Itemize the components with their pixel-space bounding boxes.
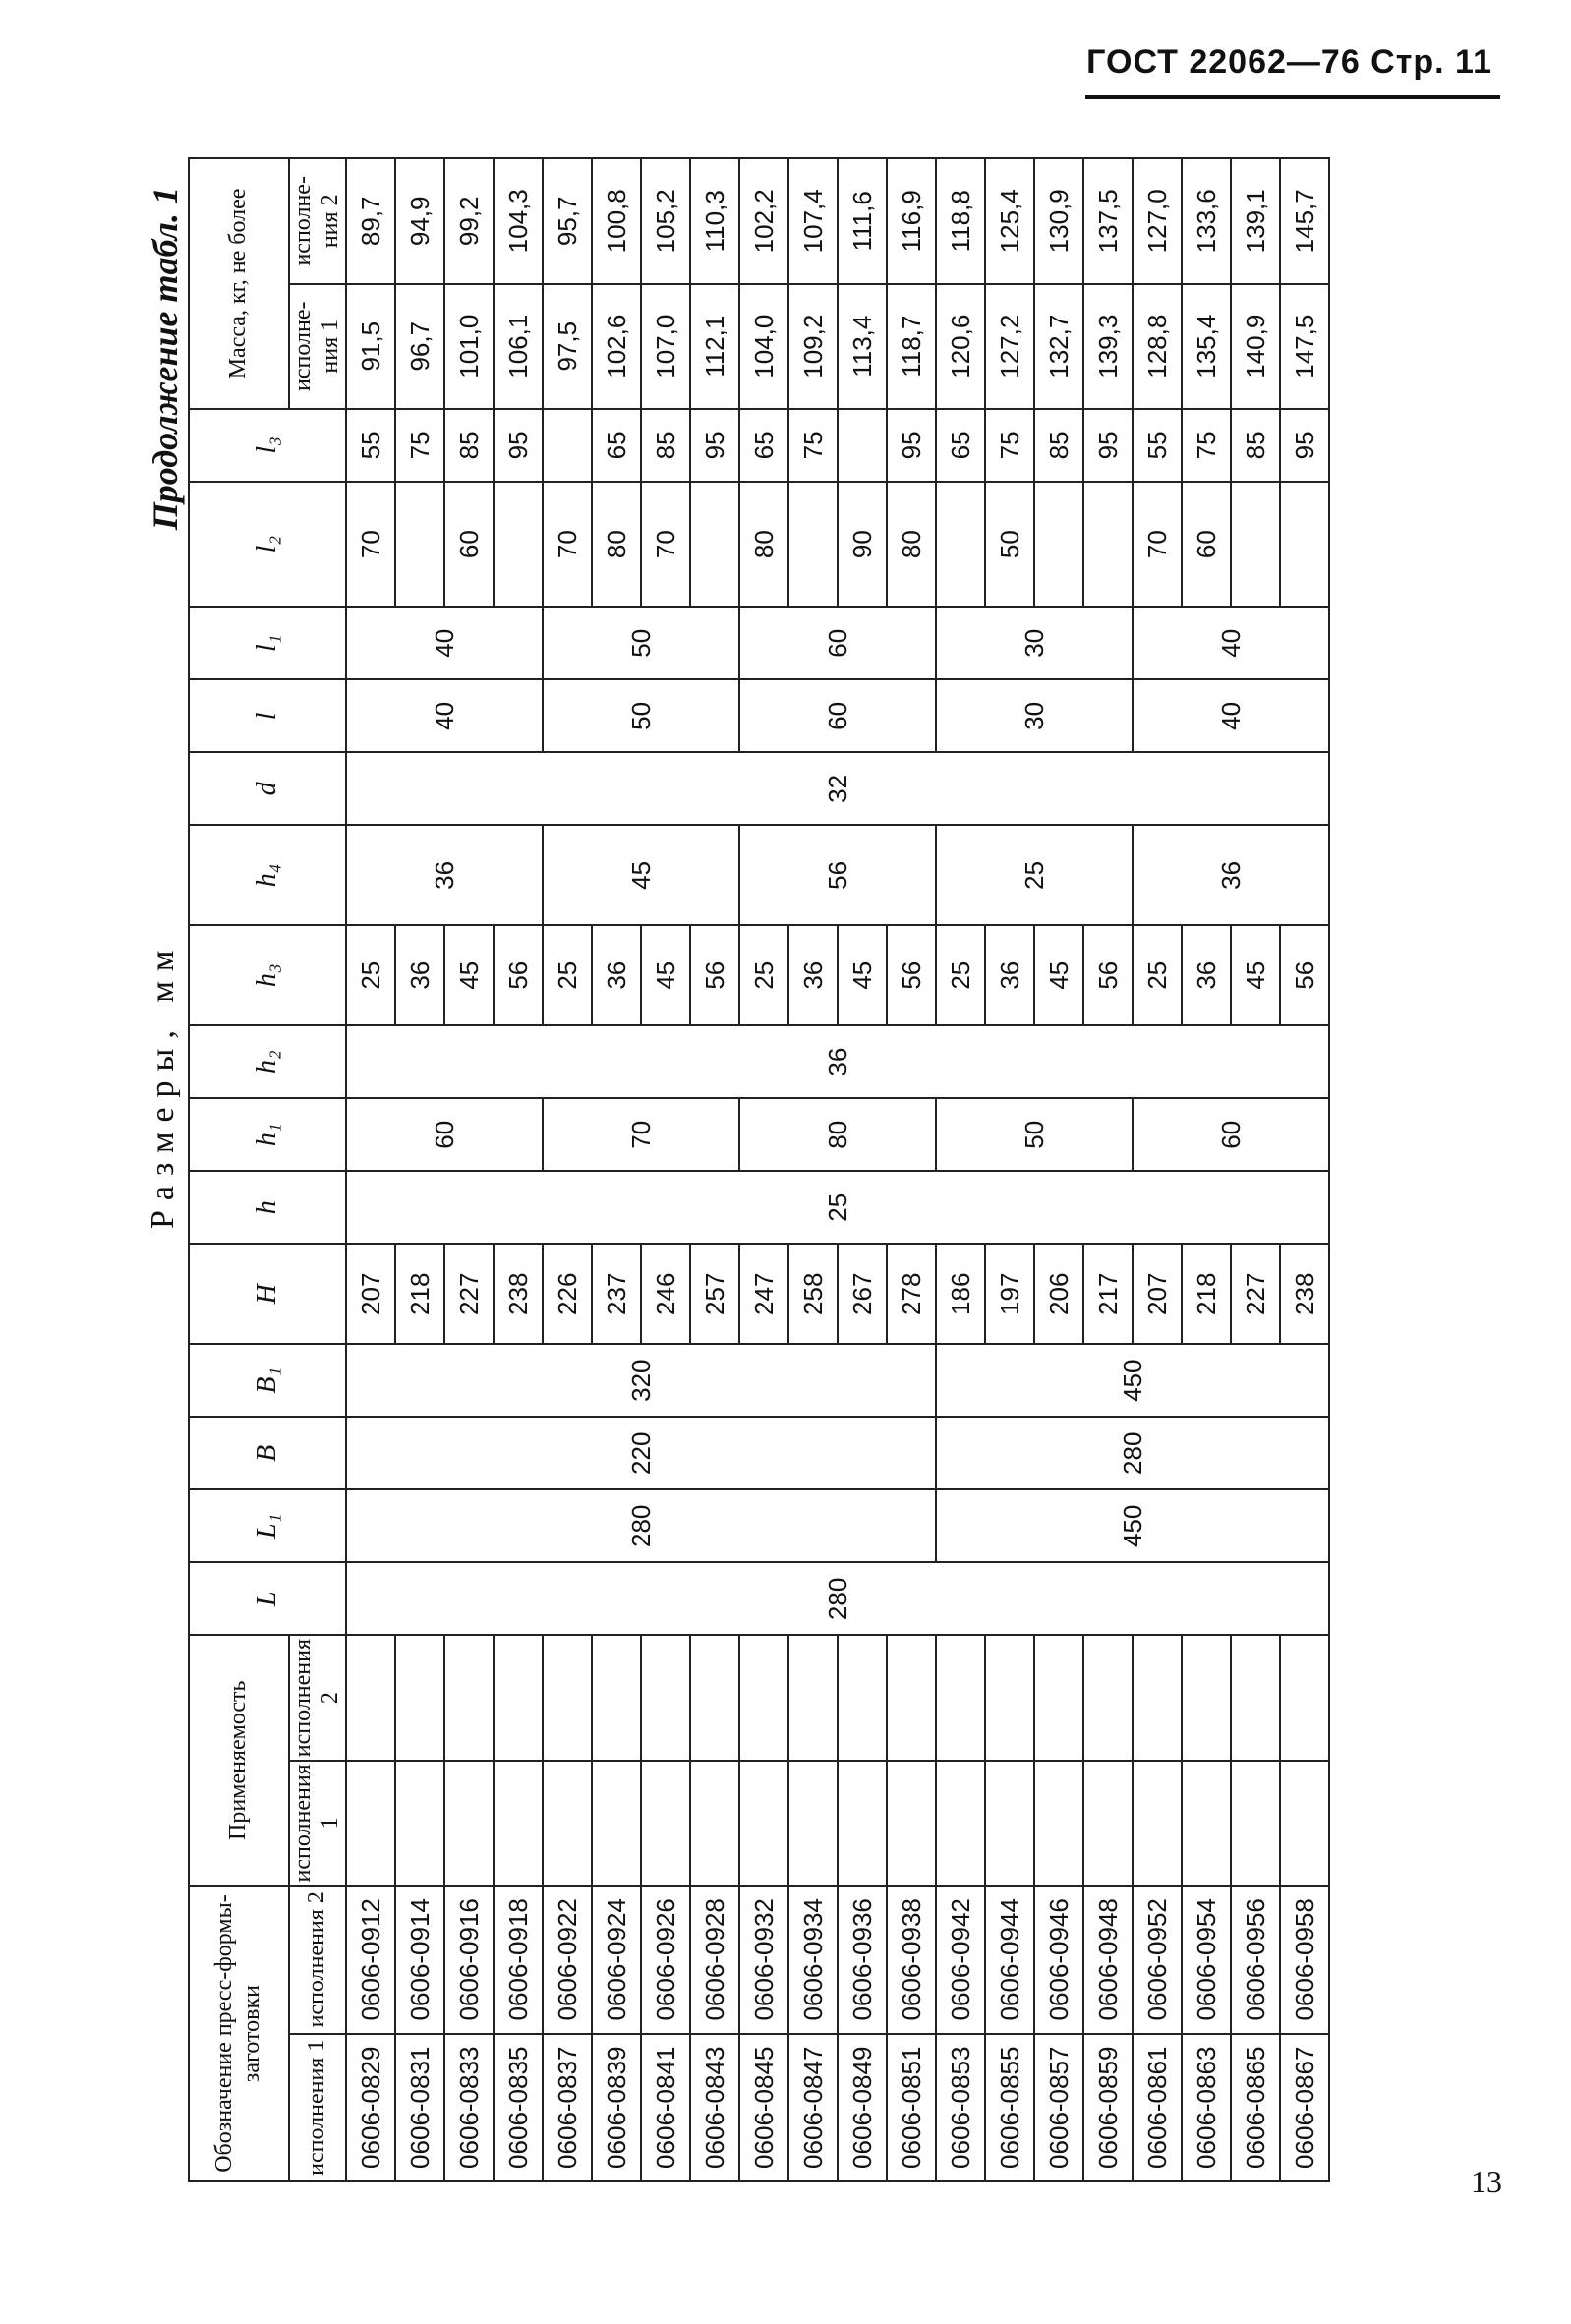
cell-h4: 25 xyxy=(936,825,1133,925)
cell-l3 xyxy=(543,409,592,482)
cell-L: 280 xyxy=(346,1562,1329,1635)
cell-mass1: 101,0 xyxy=(444,284,494,409)
cell-mass2: 145,7 xyxy=(1280,158,1329,284)
cell-mass1: 118,7 xyxy=(887,284,936,409)
cell-exec1: 0606-0857 xyxy=(1034,2034,1083,2181)
cell-exec1: 0606-0855 xyxy=(985,2034,1034,2181)
page-number: 13 xyxy=(1471,2164,1502,2199)
cell-app2 xyxy=(985,1635,1034,1760)
cell-l2: 90 xyxy=(838,482,887,607)
cell-h3: 45 xyxy=(1034,925,1083,1025)
cell-app2 xyxy=(1083,1635,1133,1760)
col-h2: h₂ xyxy=(189,1025,346,1098)
cell-l2: 60 xyxy=(1182,482,1231,607)
cell-mass2: 130,9 xyxy=(1034,158,1083,284)
cell-B: 280 xyxy=(936,1417,1329,1489)
cell-l2 xyxy=(1280,482,1329,607)
cell-mass1: 107,0 xyxy=(641,284,690,409)
cell-l3: 95 xyxy=(1280,409,1329,482)
cell-mass2: 95,7 xyxy=(543,158,592,284)
cell-app2 xyxy=(1034,1635,1083,1760)
cell-l3: 75 xyxy=(395,409,444,482)
cell-exec1: 0606-0867 xyxy=(1280,2034,1329,2181)
continuation-caption: Продолжение табл. 1 xyxy=(145,187,185,531)
cell-l3: 85 xyxy=(1034,409,1083,482)
cell-H: 247 xyxy=(739,1244,788,1344)
cell-exec2: 0606-0914 xyxy=(395,1886,444,2033)
cell-l2: 70 xyxy=(346,482,395,607)
cell-app1 xyxy=(1182,1761,1231,1886)
col-h: h xyxy=(189,1171,346,1244)
table-row xyxy=(346,158,395,2181)
cell-l3: 75 xyxy=(1182,409,1231,482)
cell-l1: 40 xyxy=(1133,607,1329,679)
cell-app2 xyxy=(346,1635,395,1760)
col-l1: l₁ xyxy=(189,607,346,679)
cell-app1 xyxy=(985,1761,1034,1886)
cell-l3: 65 xyxy=(936,409,985,482)
cell-mass2: 137,5 xyxy=(1083,158,1133,284)
cell-l2 xyxy=(1231,482,1280,607)
col-L: L xyxy=(189,1562,346,1635)
table-row xyxy=(936,158,985,2181)
cell-mass2: 125,4 xyxy=(985,158,1034,284)
cell-h4: 36 xyxy=(346,825,543,925)
cell-H: 197 xyxy=(985,1244,1034,1344)
cell-mass1: 127,2 xyxy=(985,284,1034,409)
cell-exec2: 0606-0954 xyxy=(1182,1886,1231,2033)
cell-exec2: 0606-0934 xyxy=(788,1886,838,2033)
cell-mass2: 127,0 xyxy=(1133,158,1182,284)
cell-l3: 65 xyxy=(592,409,641,482)
cell-app1 xyxy=(936,1761,985,1886)
cell-exec2: 0606-0912 xyxy=(346,1886,395,2033)
cell-h3: 56 xyxy=(1083,925,1133,1025)
cell-exec2: 0606-0938 xyxy=(887,1886,936,2033)
cell-l2: 80 xyxy=(739,482,788,607)
cell-mass2: 99,2 xyxy=(444,158,494,284)
cell-H: 218 xyxy=(395,1244,444,1344)
cell-H: 267 xyxy=(838,1244,887,1344)
cell-app2 xyxy=(395,1635,444,1760)
cell-l3 xyxy=(838,409,887,482)
cell-app1 xyxy=(444,1761,494,1886)
cell-H: 238 xyxy=(494,1244,543,1344)
cell-app1 xyxy=(1083,1761,1133,1886)
cell-mass2: 139,1 xyxy=(1231,158,1280,284)
cell-exec2: 0606-0932 xyxy=(739,1886,788,2033)
cell-h3: 36 xyxy=(1182,925,1231,1025)
cell-exec2: 0606-0948 xyxy=(1083,1886,1133,2033)
cell-mass2: 104,3 xyxy=(494,158,543,284)
cell-exec2: 0606-0942 xyxy=(936,1886,985,2033)
col-exec2: исполнения 2 xyxy=(289,1886,346,2033)
cell-mass2: 111,6 xyxy=(838,158,887,284)
col-B1: B₁ xyxy=(189,1344,346,1417)
cell-app2 xyxy=(788,1635,838,1760)
col-h3: h₃ xyxy=(189,925,346,1025)
cell-l3: 65 xyxy=(739,409,788,482)
cell-exec2: 0606-0924 xyxy=(592,1886,641,2033)
cell-l1: 30 xyxy=(936,607,1133,679)
cell-exec2: 0606-0916 xyxy=(444,1886,494,2033)
table-row xyxy=(543,158,592,2181)
cell-mass1: 96,7 xyxy=(395,284,444,409)
cell-mass1: 97,5 xyxy=(543,284,592,409)
cell-h3: 45 xyxy=(1231,925,1280,1025)
cell-app2 xyxy=(1280,1635,1329,1760)
cell-h3: 25 xyxy=(1133,925,1182,1025)
cell-exec1: 0606-0845 xyxy=(739,2034,788,2181)
cell-l2: 80 xyxy=(887,482,936,607)
cell-h3: 36 xyxy=(395,925,444,1025)
cell-h1: 70 xyxy=(543,1098,739,1171)
cell-H: 278 xyxy=(887,1244,936,1344)
cell-mass1: 139,3 xyxy=(1083,284,1133,409)
cell-exec1: 0606-0837 xyxy=(543,2034,592,2181)
header-rule xyxy=(1085,95,1500,99)
cell-l: 30 xyxy=(936,679,1133,752)
cell-h1: 50 xyxy=(936,1098,1133,1171)
col-app2: исполнения 2 xyxy=(289,1635,346,1760)
cell-l3: 95 xyxy=(887,409,936,482)
col-h1: h₁ xyxy=(189,1098,346,1171)
cell-h3: 45 xyxy=(444,925,494,1025)
cell-l3: 85 xyxy=(641,409,690,482)
cell-exec1: 0606-0847 xyxy=(788,2034,838,2181)
col-mass1: исполне-ния 1 xyxy=(289,284,346,409)
cell-h3: 36 xyxy=(788,925,838,1025)
cell-H: 226 xyxy=(543,1244,592,1344)
cell-l3: 95 xyxy=(494,409,543,482)
cell-app2 xyxy=(838,1635,887,1760)
cell-exec1: 0606-0863 xyxy=(1182,2034,1231,2181)
cell-l3: 95 xyxy=(690,409,739,482)
cell-H: 258 xyxy=(788,1244,838,1344)
cell-h3: 36 xyxy=(985,925,1034,1025)
cell-app1 xyxy=(1034,1761,1083,1886)
cell-mass1: 112,1 xyxy=(690,284,739,409)
cell-app1 xyxy=(543,1761,592,1886)
cell-mass1: 102,6 xyxy=(592,284,641,409)
cell-H: 218 xyxy=(1182,1244,1231,1344)
cell-app2 xyxy=(1133,1635,1182,1760)
sizes-caption: Размеры, мм xyxy=(145,940,181,1229)
cell-l3: 85 xyxy=(1231,409,1280,482)
cell-mass2: 110,3 xyxy=(690,158,739,284)
cell-app2 xyxy=(690,1635,739,1760)
cell-app2 xyxy=(1182,1635,1231,1760)
cell-app1 xyxy=(788,1761,838,1886)
cell-app1 xyxy=(690,1761,739,1886)
cell-d: 32 xyxy=(346,752,1329,825)
rotated-table-block xyxy=(143,157,1509,2222)
cell-l3: 55 xyxy=(346,409,395,482)
cell-app2 xyxy=(936,1635,985,1760)
cell-mass1: 104,0 xyxy=(739,284,788,409)
cell-exec2: 0606-0922 xyxy=(543,1886,592,2033)
cell-l2: 70 xyxy=(1133,482,1182,607)
cell-l3: 55 xyxy=(1133,409,1182,482)
cell-l2 xyxy=(1083,482,1133,607)
col-l3: l₃ xyxy=(189,409,346,482)
cell-h3: 45 xyxy=(641,925,690,1025)
cell-l1: 40 xyxy=(346,607,543,679)
cell-mass2: 94,9 xyxy=(395,158,444,284)
cell-mass1: 91,5 xyxy=(346,284,395,409)
cell-mass2: 118,8 xyxy=(936,158,985,284)
cell-h1: 80 xyxy=(739,1098,936,1171)
cell-app1 xyxy=(1280,1761,1329,1886)
cell-L1: 280 xyxy=(346,1489,936,1562)
cell-mass2: 105,2 xyxy=(641,158,690,284)
cell-L1: 450 xyxy=(936,1489,1329,1562)
cell-mass1: 120,6 xyxy=(936,284,985,409)
cell-H: 207 xyxy=(1133,1244,1182,1344)
cell-exec1: 0606-0861 xyxy=(1133,2034,1182,2181)
cell-exec2: 0606-0944 xyxy=(985,1886,1034,2033)
cell-l3: 75 xyxy=(985,409,1034,482)
mass-header: Масса, кг, не более xyxy=(189,158,289,409)
cell-l1: 60 xyxy=(739,607,936,679)
cell-app1 xyxy=(739,1761,788,1886)
applicability-header: Применяемость xyxy=(189,1635,289,1886)
cell-h3: 56 xyxy=(1280,925,1329,1025)
col-l2: l₂ xyxy=(189,482,346,607)
col-h4: h₄ xyxy=(189,825,346,925)
cell-H: 217 xyxy=(1083,1244,1133,1344)
cell-exec1: 0606-0839 xyxy=(592,2034,641,2181)
cell-exec1: 0606-0829 xyxy=(346,2034,395,2181)
cell-h3: 25 xyxy=(543,925,592,1025)
cell-H: 257 xyxy=(690,1244,739,1344)
cell-exec1: 0606-0851 xyxy=(887,2034,936,2181)
col-d: d xyxy=(189,752,346,825)
cell-l2 xyxy=(788,482,838,607)
cell-B1: 320 xyxy=(346,1344,936,1417)
cell-exec2: 0606-0928 xyxy=(690,1886,739,2033)
cell-app2 xyxy=(641,1635,690,1760)
cell-h4: 56 xyxy=(739,825,936,925)
cell-app2 xyxy=(739,1635,788,1760)
cell-H: 227 xyxy=(1231,1244,1280,1344)
cell-l: 60 xyxy=(739,679,936,752)
col-B: B xyxy=(189,1417,346,1489)
table-body xyxy=(346,158,1329,2181)
cell-exec1: 0606-0849 xyxy=(838,2034,887,2181)
cell-H: 227 xyxy=(444,1244,494,1344)
cell-mass1: 109,2 xyxy=(788,284,838,409)
cell-H: 207 xyxy=(346,1244,395,1344)
cell-exec1: 0606-0831 xyxy=(395,2034,444,2181)
page-header: ГОСТ 22062—76 Стр. 11 xyxy=(1086,43,1492,81)
cell-app1 xyxy=(838,1761,887,1886)
cell-h3: 56 xyxy=(887,925,936,1025)
cell-mass1: 135,4 xyxy=(1182,284,1231,409)
cell-app2 xyxy=(543,1635,592,1760)
col-l: l xyxy=(189,679,346,752)
cell-h1: 60 xyxy=(346,1098,543,1171)
table-row xyxy=(1133,158,1182,2181)
cell-l3: 85 xyxy=(444,409,494,482)
cell-h1: 60 xyxy=(1133,1098,1329,1171)
cell-l2 xyxy=(936,482,985,607)
cell-mass2: 89,7 xyxy=(346,158,395,284)
cell-exec2: 0606-0958 xyxy=(1280,1886,1329,2033)
cell-l2: 50 xyxy=(985,482,1034,607)
cell-mass1: 106,1 xyxy=(494,284,543,409)
cell-B: 220 xyxy=(346,1417,936,1489)
cell-H: 206 xyxy=(1034,1244,1083,1344)
cell-B1: 450 xyxy=(936,1344,1329,1417)
cell-mass2: 102,2 xyxy=(739,158,788,284)
cell-app2 xyxy=(887,1635,936,1760)
cell-h3: 56 xyxy=(690,925,739,1025)
cell-app1 xyxy=(395,1761,444,1886)
cell-exec1: 0606-0865 xyxy=(1231,2034,1280,2181)
cell-exec2: 0606-0956 xyxy=(1231,1886,1280,2033)
cell-app2 xyxy=(592,1635,641,1760)
cell-app2 xyxy=(1231,1635,1280,1760)
cell-l: 40 xyxy=(346,679,543,752)
cell-exec2: 0606-0946 xyxy=(1034,1886,1083,2033)
cell-app2 xyxy=(494,1635,543,1760)
cell-app1 xyxy=(1231,1761,1280,1886)
cell-l2 xyxy=(494,482,543,607)
cell-l3: 75 xyxy=(788,409,838,482)
cell-l2 xyxy=(395,482,444,607)
cell-mass1: 132,7 xyxy=(1034,284,1083,409)
cell-h4: 36 xyxy=(1133,825,1329,925)
table-row xyxy=(739,158,788,2181)
col-exec1: исполнения 1 xyxy=(289,2034,346,2181)
cell-app1 xyxy=(592,1761,641,1886)
cell-l2: 70 xyxy=(543,482,592,607)
cell-exec1: 0606-0859 xyxy=(1083,2034,1133,2181)
cell-h3: 36 xyxy=(592,925,641,1025)
cell-exec2: 0606-0952 xyxy=(1133,1886,1182,2033)
cell-l2: 80 xyxy=(592,482,641,607)
cell-l2: 60 xyxy=(444,482,494,607)
cell-H: 186 xyxy=(936,1244,985,1344)
cell-mass2: 133,6 xyxy=(1182,158,1231,284)
cell-l1: 50 xyxy=(543,607,739,679)
col-app1: исполнения 1 xyxy=(289,1761,346,1886)
col-H: H xyxy=(189,1244,346,1344)
cell-h: 25 xyxy=(346,1171,1329,1244)
cell-mass2: 107,4 xyxy=(788,158,838,284)
cell-app1 xyxy=(887,1761,936,1886)
cell-h3: 25 xyxy=(936,925,985,1025)
cell-exec1: 0606-0841 xyxy=(641,2034,690,2181)
col-L1: L₁ xyxy=(189,1489,346,1562)
cell-l2: 70 xyxy=(641,482,690,607)
cell-H: 246 xyxy=(641,1244,690,1344)
cell-app2 xyxy=(444,1635,494,1760)
cell-exec1: 0606-0833 xyxy=(444,2034,494,2181)
cell-mass1: 140,9 xyxy=(1231,284,1280,409)
cell-exec2: 0606-0936 xyxy=(838,1886,887,2033)
cell-app1 xyxy=(1133,1761,1182,1886)
cell-mass2: 116,9 xyxy=(887,158,936,284)
cell-l: 50 xyxy=(543,679,739,752)
cell-app1 xyxy=(641,1761,690,1886)
cell-mass1: 147,5 xyxy=(1280,284,1329,409)
cell-exec2: 0606-0926 xyxy=(641,1886,690,2033)
cell-H: 238 xyxy=(1280,1244,1329,1344)
dimensions-table xyxy=(188,157,1330,2182)
cell-h3: 56 xyxy=(494,925,543,1025)
cell-h3: 45 xyxy=(838,925,887,1025)
cell-mass1: 128,8 xyxy=(1133,284,1182,409)
cell-h3: 25 xyxy=(739,925,788,1025)
cell-exec1: 0606-0835 xyxy=(494,2034,543,2181)
cell-app1 xyxy=(346,1761,395,1886)
cell-h3: 25 xyxy=(346,925,395,1025)
cell-app1 xyxy=(494,1761,543,1886)
cell-exec1: 0606-0853 xyxy=(936,2034,985,2181)
cell-l: 40 xyxy=(1133,679,1329,752)
cell-mass1: 113,4 xyxy=(838,284,887,409)
cell-l3: 95 xyxy=(1083,409,1133,482)
cell-exec1: 0606-0843 xyxy=(690,2034,739,2181)
cell-h4: 45 xyxy=(543,825,739,925)
cell-h2: 36 xyxy=(346,1025,1329,1098)
cell-H: 237 xyxy=(592,1244,641,1344)
cell-mass2: 100,8 xyxy=(592,158,641,284)
cell-l2 xyxy=(1034,482,1083,607)
cell-l2 xyxy=(690,482,739,607)
col-mass2: исполне-ния 2 xyxy=(289,158,346,284)
designation-header: Обозначение пресс-формы-заготовки xyxy=(189,1886,289,2181)
cell-exec2: 0606-0918 xyxy=(494,1886,543,2033)
